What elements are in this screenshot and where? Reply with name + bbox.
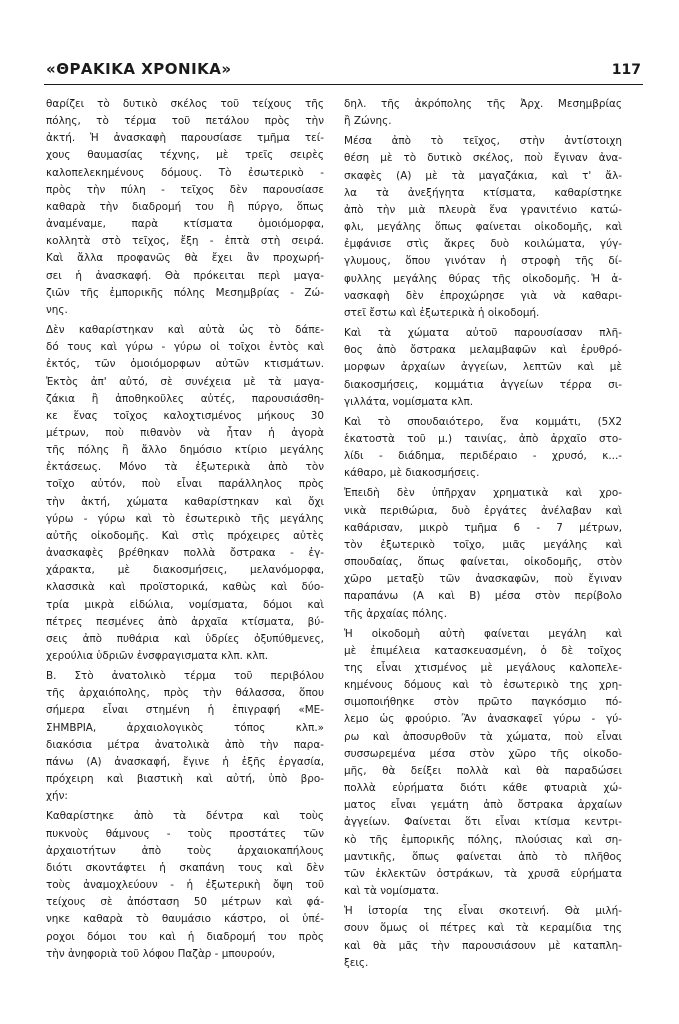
text-line: ζάκια ἢ ἀποθηκοῦλες αὐτές, παρουσιάσθη- [46, 392, 324, 405]
text-line: στεῖ ἔστω καὶ ἐξωτερικὰ ἡ οἰκοδομή. [344, 306, 540, 319]
journal-title: «ΘΡΑΚΙΚΑ ΧΡΟΝΙΚΑ» [46, 60, 232, 78]
text-line: ΣΗΜΒΡΙΑ, ἀρχαιολογικὸς τόπος κλπ.» [46, 721, 324, 734]
text-line: κε ἕνας τοῖχος καλοχτισμένος μήκους 30 [46, 409, 324, 422]
text-line: καὶ τὰ νομίσματα. [344, 885, 439, 898]
text-line: κάθαρο, μὲ διακοσμήσεις. [344, 467, 480, 480]
text-line: ἀρχαιοτήτων ἀπὸ τοὺς ἀρχαιοκαπήλους [46, 844, 324, 857]
paragraph [344, 626, 622, 901]
text-line: ἐκτάσεως. Μόνο τὰ ἐξωτερικὰ ἀπὸ τὸν [46, 461, 324, 474]
paragraph [344, 133, 622, 322]
left-column [46, 96, 324, 966]
text-line: Καὶ τὸ σπουδαιότερο, ἕνα κομμάτι, (5Χ2 [344, 415, 622, 428]
text-line: Δὲν καθαρίστηκαν καὶ αὐτὰ ὡς τὸ δάπε- [46, 324, 324, 337]
text-line: ἀναμέναμε, παρὰ κτίσματα ὁμοιόμορφα, [46, 218, 324, 231]
text-line: Καθαρίστηκε ἀπὸ τὰ δέντρα καὶ τοὺς [46, 810, 324, 823]
right-column [344, 96, 622, 975]
paragraph [344, 485, 622, 622]
text-line: γιλλάτα, νομίσματα κλπ. [344, 395, 474, 408]
text-line: σιμοποιήθηκε στὸν πρῶτο παγκόσμιο πό- [344, 696, 622, 709]
header-rule [44, 84, 643, 85]
text-line: φλι, μεγάλης ὅπως φαίνεται οἰκοδομῆς, καὶ [344, 221, 622, 234]
text-line: πυκνοὺς θάμνους - τοὺς προστάτες τῶν [46, 827, 324, 840]
text-line: τῆς πόλης ἢ ἄλλο δημόσιο κτίριο μεγάλης [46, 444, 324, 457]
text-line: δηλ. τῆς ἀκρόπολης τῆς Ἀρχ. Μεσημβρίας [344, 98, 622, 110]
text-line: Καὶ ἄλλα προφανῶς θὰ ἔχει ἂν προχωρή- [46, 252, 324, 265]
text-line: τρία μικρὰ εἰδώλια, νομίσματα, δόμοι καὶ [46, 598, 324, 611]
text-line: νικὰ περιθώρια, δυὸ ἐργάτες ἀνέλαβαν καὶ [344, 504, 622, 517]
text-line: τὴν ἀνηφοριὰ τοῦ λόφου Παζὰρ - μπουρούν, [46, 947, 276, 960]
text-line: τοῖχο αὐτόν, ποὺ εἶναι παράλληλος πρὸς [46, 478, 324, 491]
text-line: καθαρὰ τὴν διαδρομή του ἢ πύργο, ὅπως [46, 200, 324, 213]
text-line: γύρω - γύρω καὶ τὸ ἐσωτερικὸ τῆς μεγάλης [46, 512, 324, 525]
text-line: σουν ὅμως οἱ πέτρες καὶ τὰ κεραμίδια της [344, 922, 622, 935]
text-line: χερούλια ὑδριῶν ἐνσφραγισματα κλπ. κλπ. [46, 650, 269, 662]
text-line: τοὺς ἀναμοχλεύουν - ἡ ἐξωτερικὴ ὄψη τοῦ [46, 879, 324, 892]
text-line: τῶν ἐκλεκτῶν ὀστράκων, τὰ χρυσᾶ εὑρήματα [344, 867, 622, 880]
text-line: σεις ἀπὸ πυθάρια καὶ ὑδρίες ὀξυπύθμενες, [46, 632, 324, 645]
text-line: σκαφὲς (Α) μὲ τὰ μαγαζάκια, καὶ τ' ἄλ- [344, 169, 622, 182]
text-line: θος ἀπὸ ὄστρακα μελαμβαφῶν καὶ ἐρυθρό- [344, 344, 622, 357]
text-line: διακόσια μέτρα ἀνατολικὰ ἀπὸ τὴν παρα- [46, 738, 324, 751]
text-line: ἀνασκαφὲς βρέθηκαν πολλὰ ὄστρακα - ἐγ- [46, 547, 324, 560]
text-line: συσσωρεμένα μέσα στὸν χῶρο τῆς οἰκοδο- [344, 747, 622, 760]
text-line: ἐμφάνισε στὶς ἄκρες δυὸ κοιλώματα, γύγ- [344, 238, 622, 251]
paragraph [46, 668, 324, 805]
text-line: ἀκτή. Ἡ ἀνασκαφὴ παρουσίασε τμῆμα τεί- [46, 132, 324, 145]
text-line: καθάρισαν, μικρὸ τμῆμα 6 - 7 μέτρων, [344, 521, 622, 534]
text-line: Ἐπειδὴ δὲν ὑπῆρχαν χρηματικὰ καὶ χρο- [344, 487, 622, 500]
text-line: χους θαυμασίας τέχνης, μὲ τρεῖς σειρὲς [46, 149, 324, 162]
text-line: χάρακτα, μὲ διακοσμήσεις, μελανόμορφα, [46, 564, 324, 577]
text-line: κλασσικὰ καὶ προϊστορικά, καθὼς καὶ δύο- [46, 581, 324, 594]
text-line: πολλὰ εὑρήματα διότι κάθε φτυαριὰ χώ- [344, 782, 622, 795]
text-line: ροχοι δόμοι του καὶ ἡ διαδρομή του πρὸς [46, 930, 324, 943]
text-line: χήν: [46, 790, 68, 803]
text-line: Ἡ ἱστορία της εἶναι σκοτεινή. Θὰ μιλή- [344, 905, 622, 918]
text-line: πρὸς τὴν πύλη - τεῖχος δὲν παρουσίασε [46, 183, 324, 196]
text-line: καλοπελεκημένους δόμους. Τὸ ἐσωτερικὸ - [46, 166, 324, 179]
text-line: τείχους σὲ ἀπόσταση 50 μέτρων καὶ φά- [46, 896, 324, 909]
text-line: φυλλης μεγάλης θύρας τῆς οἰκοδομῆς. Ἡ ἀ- [344, 272, 622, 285]
paragraph [344, 903, 622, 972]
text-line: μὲ ἐπιμέλεια κατασκευασμένη, ὁ δὲ τοῖχος [344, 644, 622, 657]
text-line: αὐτῆς οἰκοδομῆς. Καὶ στὶς πρόχειρες αὐτὲς [46, 529, 324, 542]
text-line: δό τους καὶ γύρω - γύρω οἱ τοῖχοι ἐντὸς καὶ [46, 341, 324, 354]
text-line: ἑκατοστὰ τοῦ μ.) ταινίας, ἀπὸ ἀρχαῖο στο- [344, 432, 622, 445]
text-line: μέτρων, ποὺ πιθανὸν νὰ ἦταν ἡ ἀγορὰ [46, 426, 324, 439]
text-line: λεμο ὡς φρούριο. Ἂν ἀνασκαφεῖ γύρω - γύ- [344, 713, 622, 726]
paragraph [46, 322, 324, 665]
text-line: κολλητὰ στὸ τεῖχος, ἔξη - ἑπτὰ στὴ σειρά. [46, 235, 324, 248]
text-line: Καὶ τὰ χώματα αὐτοῦ παρουσίασαν πλῆ- [344, 327, 622, 340]
text-line: διακοσμήσεις, κομμάτια ἀγγείων τέρρα σι- [344, 378, 622, 391]
text-line: ματος εἶναι γεμάτη ἀπὸ ὄστρακα ἀρχαίων [344, 799, 622, 812]
page-header [46, 60, 641, 78]
text-line: λα τὰ ἀνεξήγητα κτίσματα, καθαρίστηκε [344, 186, 622, 199]
text-line: ἀπὸ τὴν μιὰ πλευρὰ ἕνα γρανιτένιο κατώ- [344, 203, 622, 216]
text-line: Β. Στὸ ἀνατολικὸ τέρμα τοῦ περιβόλου [46, 670, 324, 683]
text-line: νηκε καθαρὰ τὸ θαυμάσιο κάστρο, οἱ ὑπέ- [46, 913, 324, 926]
text-line: Μέσα ἀπὸ τὸ τεῖχος, στὴν ἀντίστοιχη [344, 135, 622, 148]
text-line: πάνω (Α) ἀνασκαφή, ἔγινε ἡ ἑξῆς ἐργασία, [46, 755, 324, 768]
text-line: μαντικῆς, ὅπως φαίνεται ἀπὸ τὸ πλῆθος [344, 850, 622, 863]
text-line: πρόχειρη καὶ βιαστικὴ καὶ αὐτή, ὑπὸ βρο- [46, 773, 324, 786]
text-line: χῶρο μεταξὺ τῶν ἀνασκαφῶν, ποὺ ἔγιναν [344, 573, 622, 586]
text-line: διότι σκοντάφτει ἡ σκαπάνη τους καὶ δὲν [46, 861, 324, 874]
text-line: Ἐκτὸς ἀπ' αὐτό, σὲ συνέχεια μὲ τὰ μαγα- [46, 375, 324, 388]
paragraph [344, 96, 622, 130]
text-line: κὸ τῆς ἐμπορικῆς πόλης, πλούσιας καὶ ση- [344, 833, 622, 846]
text-line: σει ἡ ἀνασκαφή. Θὰ πρόκειται περὶ μαγα- [46, 269, 324, 282]
text-line: λίδι - διάδημα, περιδέραιο - χρυσό, κ...- [344, 450, 622, 463]
text-line: ἀγγείων. Φαίνεται ὅτι εἶναι κτίσμα κεντρι- [344, 816, 622, 829]
text-line: μορφων ἀρχαίων ἀγγείων, λεπτῶν καὶ μὲ [344, 361, 622, 374]
text-line: Ἡ οἰκοδομὴ αὐτὴ φαίνεται μεγάλη καὶ [344, 627, 622, 640]
text-line: πέτρες πεσμένες ἀπὸ ἀρχαῖα κτίσματα, βύ- [46, 615, 324, 628]
text-line: νασκαφὴ δὲν ἐπροχώρησε γιὰ νὰ καθαρι- [344, 289, 622, 302]
text-line: καὶ θὰ μᾶς τὴν παρουσιάσουν μὲ καταπλη- [344, 939, 622, 952]
text-line: γλυμους, ὅπου γινόταν ἡ στροφὴ τῆς δί- [344, 255, 622, 268]
paragraph [344, 325, 622, 411]
page-number: 117 [611, 62, 641, 78]
text-line: ἐκτός, τῶν ὁμοιόμορφων αὐτῶν κτισμάτων. [46, 358, 324, 371]
text-line: κημένους δόμους καὶ τὸ ἐσωτερικὸ της χρη- [344, 679, 622, 692]
text-line: τὸν ἐξωτερικὸ τοῖχο, μιᾶς μεγάλης καὶ [344, 538, 622, 551]
text-line: τὴν ἀκτή, χώματα καθαρίστηκαν καὶ ὄχι [46, 495, 324, 508]
paragraph [344, 414, 622, 483]
text-line: ρω καὶ ἀποσυρθοῦν τὰ χώματα, ποὺ εἶναι [344, 730, 622, 743]
text-line: ζιῶν τῆς ἐμπορικῆς πόλης Μεσημβρίας - Ζώ- [46, 286, 324, 299]
text-line: ξεις. [344, 956, 369, 969]
paragraph [46, 96, 324, 319]
text-line: μῆς, θὰ δείξει πολλὰ καὶ θὰ παραδώσει [344, 764, 622, 777]
text-line: σήμερα εἶναι στημένη ἡ ἐπιγραφή «ΜΕ- [46, 704, 324, 717]
text-line: της εἶναι χτισμένος μὲ μεγάλους καλοπελε- [344, 662, 622, 674]
text-line: θέση μὲ τὸ δυτικὸ σκέλος, ποὺ ἔγιναν ἀνα- [344, 152, 622, 165]
text-line: θαρίζει τὸ δυτικὸ σκέλος τοῦ τείχους τῆς [46, 98, 324, 110]
text-line: παραπάνω (Α καὶ Β) μέσα στὸν περίβολο [344, 590, 622, 603]
paragraph [46, 808, 324, 962]
text-line: σπουδαίας, ὅπως φαίνεται, οἰκοδομῆς, στὸν [344, 556, 622, 569]
text-line: τῆς ἀρχαίας πόλης. [344, 607, 448, 620]
text-line: τῆς ἀρχαιόπολης, πρὸς τὴν θάλασσα, ὅπου [46, 687, 324, 700]
text-line: νης. [46, 303, 68, 316]
text-line: πόλης, τὸ τέρμα τοῦ πετάλου πρὸς τὴν [46, 115, 324, 128]
text-line: ἢ Ζώνης. [344, 115, 392, 128]
